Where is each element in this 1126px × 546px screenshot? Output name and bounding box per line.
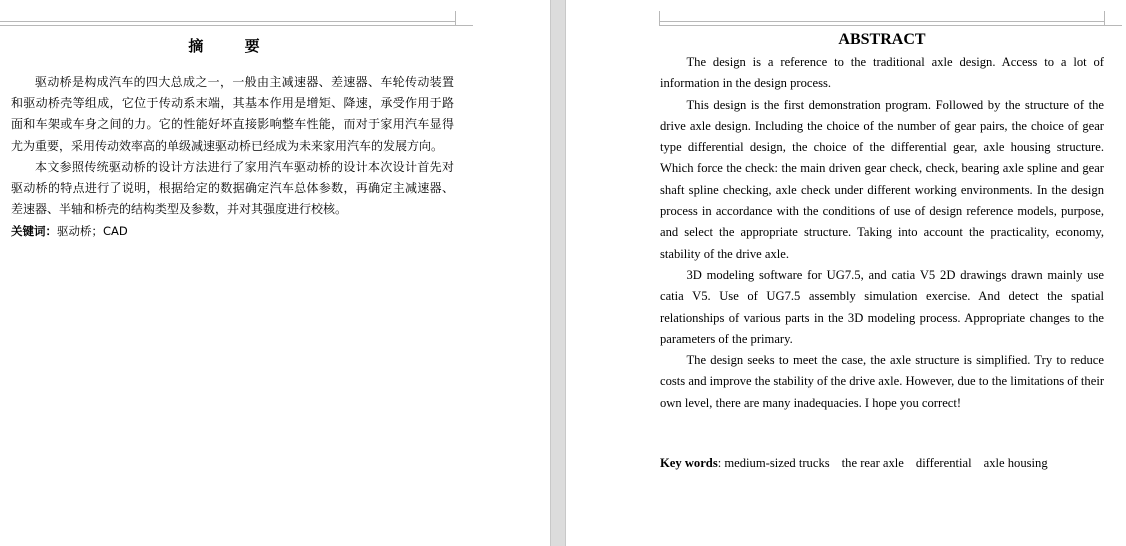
corner-mark xyxy=(1104,11,1105,25)
corner-mark xyxy=(1104,25,1122,26)
header-margin-mark xyxy=(659,25,1105,26)
header-margin-mark xyxy=(659,21,1105,22)
page-gutter xyxy=(550,0,566,546)
keyword: the rear axle xyxy=(841,456,904,470)
keyword: axle housing xyxy=(983,456,1048,470)
english-abstract-title: ABSTRACT xyxy=(838,31,926,48)
chinese-keywords-line xyxy=(11,221,454,242)
keyword: medium-sized trucks xyxy=(724,456,830,470)
chinese-paragraph: 驱动桥是构成汽车的四大总成之一，一般由主减速器、差速器、车轮传动装置和驱动桥壳等组成，它位于传动系末端，其基本作用是增矩、降速，承受作用于路面和车架或车身之间的力。它的性能好坏直接影响整车性能，而对于家用汽车显得尤为重要，采用传动效率高的单级减速驱动桥已经成为未来家用汽车的发展方向。 xyxy=(11,75,454,153)
corner-mark xyxy=(455,25,473,26)
english-abstract-body xyxy=(660,52,1104,414)
english-paragraph: 3D modeling software for UG7.5, and catia V5 2D drawings drawn mainly use catia V5. Use of UG7.5 assembly simulation exercise. And detect the spatial relationships of various parts in the 3D modeling process. Appropriate changes to the parameters of the primary. xyxy=(660,267,1104,346)
english-paragraph: This design is the first demonstration program. Followed by the structure of the drive axle design. Including the choice of the number of gear pairs, the choice of gear type differential design, the choice of the differential gear, axle housing structure. Which force the check: the main driven gear check, check, bearing axle spline and gear shaft spline checking, axle check under different working environments. In the design process in accordance with the conditions of use of design reference models, purpose, and select the appropriate structure. Taking into account the practicality, economy, stability of the drive axle. xyxy=(660,97,1104,261)
corner-mark xyxy=(659,11,660,25)
chinese-keywords-label: 关键词： xyxy=(11,224,57,239)
header-margin-mark xyxy=(0,21,455,22)
gutter-edge xyxy=(550,0,551,546)
chinese-abstract-title: 摘 要 xyxy=(188,37,278,55)
header-margin-mark xyxy=(0,25,455,26)
english-paragraph: The design seeks to meet the case, the axle structure is simplified. Try to reduce costs and improve the stability of the drive axle. However, due to the limitations of their own level, there are many inadequacies. I hope you correct! xyxy=(660,353,1105,410)
chinese-paragraph: 本文参照传统驱动桥的设计方法进行了家用汽车驱动桥的设计本次设计首先对驱动桥的特点进行了说明，根据给定的数据确定汽车总体参数，再确定主减速器、差速器、半轴和桥壳的结构类型及参数，并对其强度进行校核。 xyxy=(11,159,454,217)
right-page-english-abstract xyxy=(566,0,1126,546)
left-page-chinese-abstract xyxy=(0,0,550,546)
chinese-abstract-body xyxy=(11,72,454,243)
english-keywords-label: Key words xyxy=(660,456,718,470)
chinese-keywords-value: 驱动桥；CAD xyxy=(57,224,128,239)
english-keywords-line xyxy=(660,453,1120,474)
english-paragraph: The design is a reference to the traditional axle design. Access to a lot of information in the design process. xyxy=(660,55,1104,91)
corner-mark xyxy=(455,11,456,25)
english-keywords-separator: : xyxy=(717,456,725,470)
keyword: differential xyxy=(915,456,972,470)
